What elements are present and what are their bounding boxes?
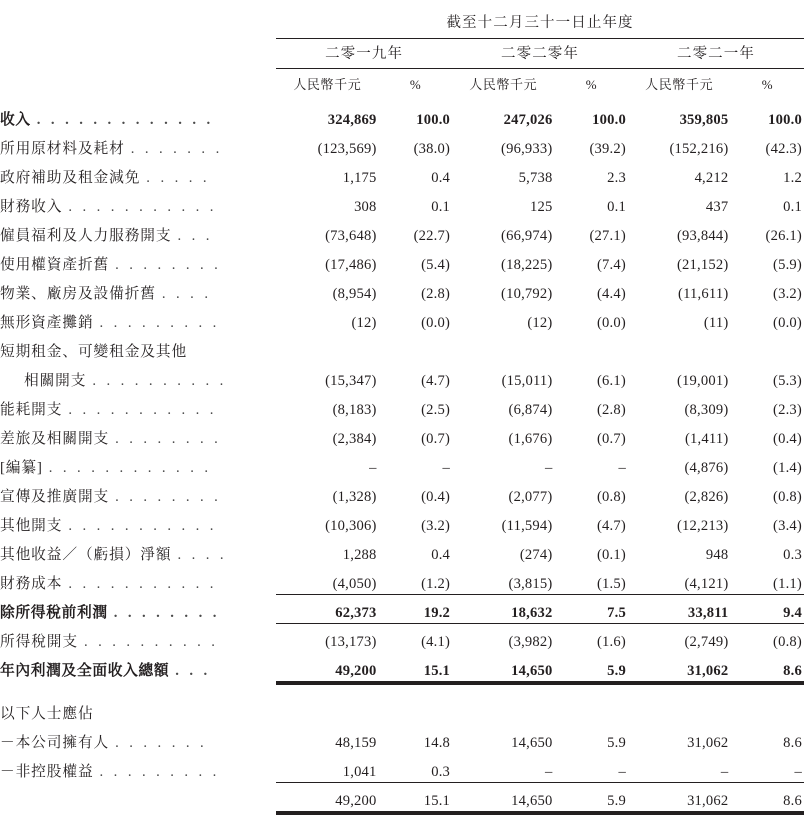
row-label [0,420,276,449]
attribution-total-row [0,782,804,811]
table-body [0,101,804,811]
cell-value: – [730,753,804,782]
cell-empty [628,695,730,724]
cell-value: 62,373 [276,594,378,623]
table-row [0,478,804,507]
cell-value: 0.4 [431,170,451,187]
table-row [0,246,804,275]
row-label [0,478,276,507]
cell-value: (5.9) [773,257,802,274]
cell-value: (4.4) [597,286,626,303]
header-percent-2019: % [409,77,421,92]
row-label-text: 使用權資產折舊 [0,257,110,274]
table-row [0,391,804,420]
cell-value [628,333,730,362]
cell-value: (8,183) [332,402,377,419]
cell-value: (4,876) [684,460,729,477]
cell-value: (10,306) [325,518,377,535]
cell-value: (17,486) [325,257,377,274]
cell-value: (0.0) [773,315,802,332]
row-label [0,217,276,246]
table-row [0,275,804,304]
cell-value: (1.4) [773,460,802,477]
cell-value: (0.1) [597,547,626,564]
cell-value: (7.4) [597,257,626,274]
cell-value: (1.1) [730,565,804,594]
table-row [0,304,804,333]
table-row [0,362,804,391]
cell-value: (73,648) [325,228,377,245]
row-label-text: [編纂] [0,460,43,477]
dot-leader: . . . . . [146,170,210,187]
row-label [0,188,276,217]
cell-value: (123,569) [317,141,377,158]
row-label [0,130,276,159]
cell-value: (66,974) [501,228,553,245]
attribution-heading-row [0,695,804,724]
row-label [0,565,276,594]
cell-value: 0.4 [431,547,451,564]
cell-value: (2,077) [508,489,553,506]
cell-value: 8.6 [730,782,804,811]
cell-value: (1,676) [508,431,553,448]
cell-value: (22.7) [413,228,451,245]
header-period-title: 截至十二月三十一日止年度 [276,0,804,38]
cell-value: 5,738 [518,170,553,187]
cell-value: (0.8) [773,489,802,506]
cell-value: 49,200 [276,782,378,811]
row-label-text: 短期租金、可變租金及其他 [0,344,188,361]
table-row [0,536,804,565]
row-label-text: 財務收入 [0,199,63,216]
cell-value: 5.9 [554,782,627,811]
dot-leader: . . . . [161,286,212,303]
cell-value: 18,632 [452,594,554,623]
cell-value: (6,874) [508,402,553,419]
cell-value: (4.7) [597,518,626,535]
cell-empty [730,695,804,724]
row-label [0,507,276,536]
cell-value: 0.1 [607,199,626,216]
row-label-text: －本公司擁有人 [0,735,110,752]
header-year-2021: 二零二一年 [628,38,804,69]
cell-value: 1.2 [783,170,802,187]
table-row [0,652,804,681]
dot-leader: . . . . . . . . [115,489,222,506]
cell-value: (39.2) [589,141,626,158]
cell-value: 2.3 [607,170,626,187]
row-label [0,275,276,304]
row-label [0,391,276,420]
cell-value [730,333,804,362]
dot-leader: . . . . . . . . [115,431,222,448]
cell-value: (11,611) [678,286,729,303]
cell-empty [452,695,554,724]
cell-value: (4.7) [421,373,451,390]
cell-value: – [618,460,626,477]
cell-value: 8.6 [783,735,802,752]
cell-value: (0.4) [773,431,802,448]
row-label [0,159,276,188]
cell-value: (93,844) [676,228,729,245]
row-label [0,536,276,565]
row-label-text: 財務成本 [0,576,63,593]
cell-value: 9.4 [730,594,804,623]
cell-value: 308 [354,199,377,216]
table-row [0,507,804,536]
row-label-text: 其他開支 [0,518,63,535]
row-label [0,753,276,782]
dot-leader: . . . . . . . . . . . [68,518,217,535]
header-period-row [0,0,804,38]
dot-leader: . . . . . . . . . . . . . [36,112,214,129]
cell-value: 0.3 [783,547,802,564]
cell-value: (152,216) [669,141,729,158]
cell-value: (1.5) [554,565,627,594]
cell-value: (3.2) [773,286,802,303]
cell-value: (38.0) [413,141,451,158]
row-label [0,246,276,275]
table-row [0,420,804,449]
cell-value: 359,805 [679,112,729,129]
dot-leader: . . . . . . . . . . . [68,402,217,419]
row-label [0,333,276,362]
cell-value: 0.1 [783,199,802,216]
cell-value: 324,869 [327,112,377,129]
table-row [0,159,804,188]
table-row [0,130,804,159]
row-label-text: 所得稅開支 [0,634,78,651]
cell-value: (1.2) [379,565,452,594]
cell-value: 14.8 [423,735,451,752]
cell-value: (21,152) [676,257,729,274]
cell-value: (6.1) [597,373,626,390]
row-label-text: 年內利潤及全面收入總額 [0,663,170,680]
table-row [0,333,804,362]
cell-value: (15,011) [501,373,553,390]
row-label-text: 能耗開支 [0,402,63,419]
row-label-text: －非控股權益 [0,764,94,781]
cell-value: – [442,460,451,477]
header-spacer [0,0,276,38]
cell-empty [379,695,452,724]
cell-value: (3.4) [773,518,802,535]
header-unit-2021: 人民幣千元 [645,77,714,92]
cell-value: (0.7) [421,431,451,448]
header-year-2020: 二零二零年 [452,38,628,69]
cell-value: (0.8) [597,489,626,506]
cell-value: (4,121) [628,565,730,594]
table-row [0,188,804,217]
cell-value [452,333,554,362]
cell-value: 100.0 [416,112,451,129]
attribution-heading: 以下人士應佔 [0,706,94,723]
cell-value: (5.3) [773,373,802,390]
cell-value: (3,815) [452,565,554,594]
cell-value: (18,225) [501,257,553,274]
row-label [0,724,276,753]
row-label [0,449,276,478]
header-percent-2020: % [585,77,597,92]
cell-value: 125 [529,199,553,216]
row-label [0,304,276,333]
cell-value: (12) [351,315,377,332]
attribution-row [0,753,804,782]
cell-value: (0.0) [597,315,626,332]
cell-value: – [452,753,554,782]
row-label [0,652,276,681]
cell-value: (0.0) [421,315,451,332]
cell-value: (42.3) [765,141,802,158]
cell-value: – [628,753,730,782]
row-label-text: 差旅及相關開支 [0,431,110,448]
cell-value: (0.7) [597,431,626,448]
row-label-text: 其他收益／（虧損）淨額 [0,547,172,564]
header-spacer-3 [0,69,276,102]
cell-value: 7.5 [554,594,627,623]
cell-value: 15.1 [379,782,452,811]
cell-value: 1,175 [342,170,377,187]
dot-leader: . . . . . . . . [113,605,220,622]
dot-leader: . . . . . . . . . . [92,373,227,390]
table-row [0,217,804,246]
cell-value: 33,811 [628,594,730,623]
cell-value: – [369,460,377,477]
cell-value: (96,933) [501,141,553,158]
table-row [0,565,804,594]
cell-value [276,333,378,362]
dot-leader: . . . . . . . . . [99,315,220,332]
cell-value: (19,001) [676,373,729,390]
cell-value: 5.9 [607,735,626,752]
table-row [0,623,804,652]
cell-value: 31,062 [628,652,730,681]
cell-value: (13,173) [325,634,377,651]
cell-empty [554,695,627,724]
cell-value: (274) [519,547,553,564]
cell-value: 0.1 [431,199,451,216]
cell-value: (15,347) [325,373,377,390]
row-label-text: 宣傳及推廣開支 [0,489,110,506]
attribution-row [0,724,804,753]
row-label [0,594,276,623]
dot-leader: . . . . [177,547,227,564]
cell-value: (5.4) [421,257,451,274]
cell-value: 31,062 [687,735,729,752]
cell-value: 48,159 [335,735,377,752]
row-label [0,782,276,811]
cell-value: 14,650 [452,652,554,681]
cell-value: (2.3) [773,402,802,419]
cell-value: (8,309) [684,402,729,419]
row-label-text: 所用原材料及耗材 [0,141,125,158]
cell-value: 15.1 [379,652,452,681]
row-label [0,623,276,652]
cell-value: (4,050) [276,565,378,594]
row-label-text: 無形資產攤銷 [0,315,94,332]
cell-value: (27.1) [589,228,626,245]
cell-value: (12) [527,315,553,332]
header-year-2019: 二零一九年 [276,38,452,69]
dot-leader: . . . . . . . . . . . [68,576,217,593]
cell-value: 437 [705,199,729,216]
cell-value: (1,328) [332,489,377,506]
row-label-text: 政府補助及租金減免 [0,170,141,187]
cell-value: (26.1) [765,228,802,245]
row-label-text: 相關開支 [24,373,87,390]
dot-leader: . . . [177,228,213,245]
cell-value [554,333,627,362]
cell-value: 19.2 [379,594,452,623]
cell-value: 49,200 [276,652,378,681]
cell-value: (2.8) [421,286,451,303]
cell-value: (3,982) [508,634,553,651]
row-label-text: 除所得稅前利潤 [0,605,108,622]
cell-value: (2.8) [597,402,626,419]
cell-value: 4,212 [694,170,729,187]
row-label-text: 收入 [0,112,31,129]
cell-value: (3.2) [421,518,451,535]
dot-leader: . . . . . . . [130,141,223,158]
cell-value: 100.0 [592,112,626,129]
cell-value: 247,026 [503,112,553,129]
table-row [0,594,804,623]
table-row [0,449,804,478]
cell-value: 948 [705,547,729,564]
header-unit-2020: 人民幣千元 [469,77,538,92]
dot-leader: . . . . . . . . . . [83,634,219,651]
header-unit-row [0,69,804,102]
header-spacer-2 [0,38,276,69]
cell-value: (8,954) [332,286,377,303]
row-label-text: 僱員福利及人力服務開支 [0,228,172,245]
dot-leader: . . . . . . . [115,735,208,752]
table-row [0,101,804,130]
cell-value: (1.6) [597,634,626,651]
cell-value: 14,650 [511,735,553,752]
cell-value: 31,062 [628,782,730,811]
cell-value: 14,650 [452,782,554,811]
cell-value: (2,384) [332,431,377,448]
header-unit-2019: 人民幣千元 [293,77,362,92]
dot-leader: . . . [175,663,211,680]
cell-value [379,333,452,362]
cell-value: (4.1) [421,634,451,651]
cell-value: (2,749) [684,634,729,651]
cell-value: 5.9 [554,652,627,681]
dot-leader: . . . . . . . . [115,257,222,274]
cell-value: – [554,753,627,782]
cell-value: 100.0 [768,112,802,129]
row-label-text: 物業、廠房及設備折舊 [0,286,156,303]
cell-value: (12,213) [676,518,729,535]
cell-value: 0.3 [379,753,452,782]
header-year-row [0,38,804,69]
dot-leader: . . . . . . . . . . . [68,199,217,216]
dot-leader: . . . . . . . . . [99,764,220,781]
row-label [0,101,276,130]
cell-value: (0.8) [773,634,802,651]
dot-leader: . . . . . . . . . . . . [48,460,212,477]
cell-value: (2,826) [684,489,729,506]
cell-value: 1,041 [276,753,378,782]
cell-value: (10,792) [501,286,553,303]
row-label [0,362,276,391]
table-header [0,0,804,101]
cell-empty [276,695,378,724]
cell-value: (1,411) [684,431,729,448]
cell-value: (11,594) [501,518,553,535]
cell-value: (2.5) [421,402,451,419]
cell-value: – [544,460,553,477]
cell-value: 1,288 [342,547,377,564]
cell-value: 8.6 [730,652,804,681]
cell-value: (11) [703,315,729,332]
cell-value: (0.4) [421,489,451,506]
header-percent-2021: % [761,77,773,92]
